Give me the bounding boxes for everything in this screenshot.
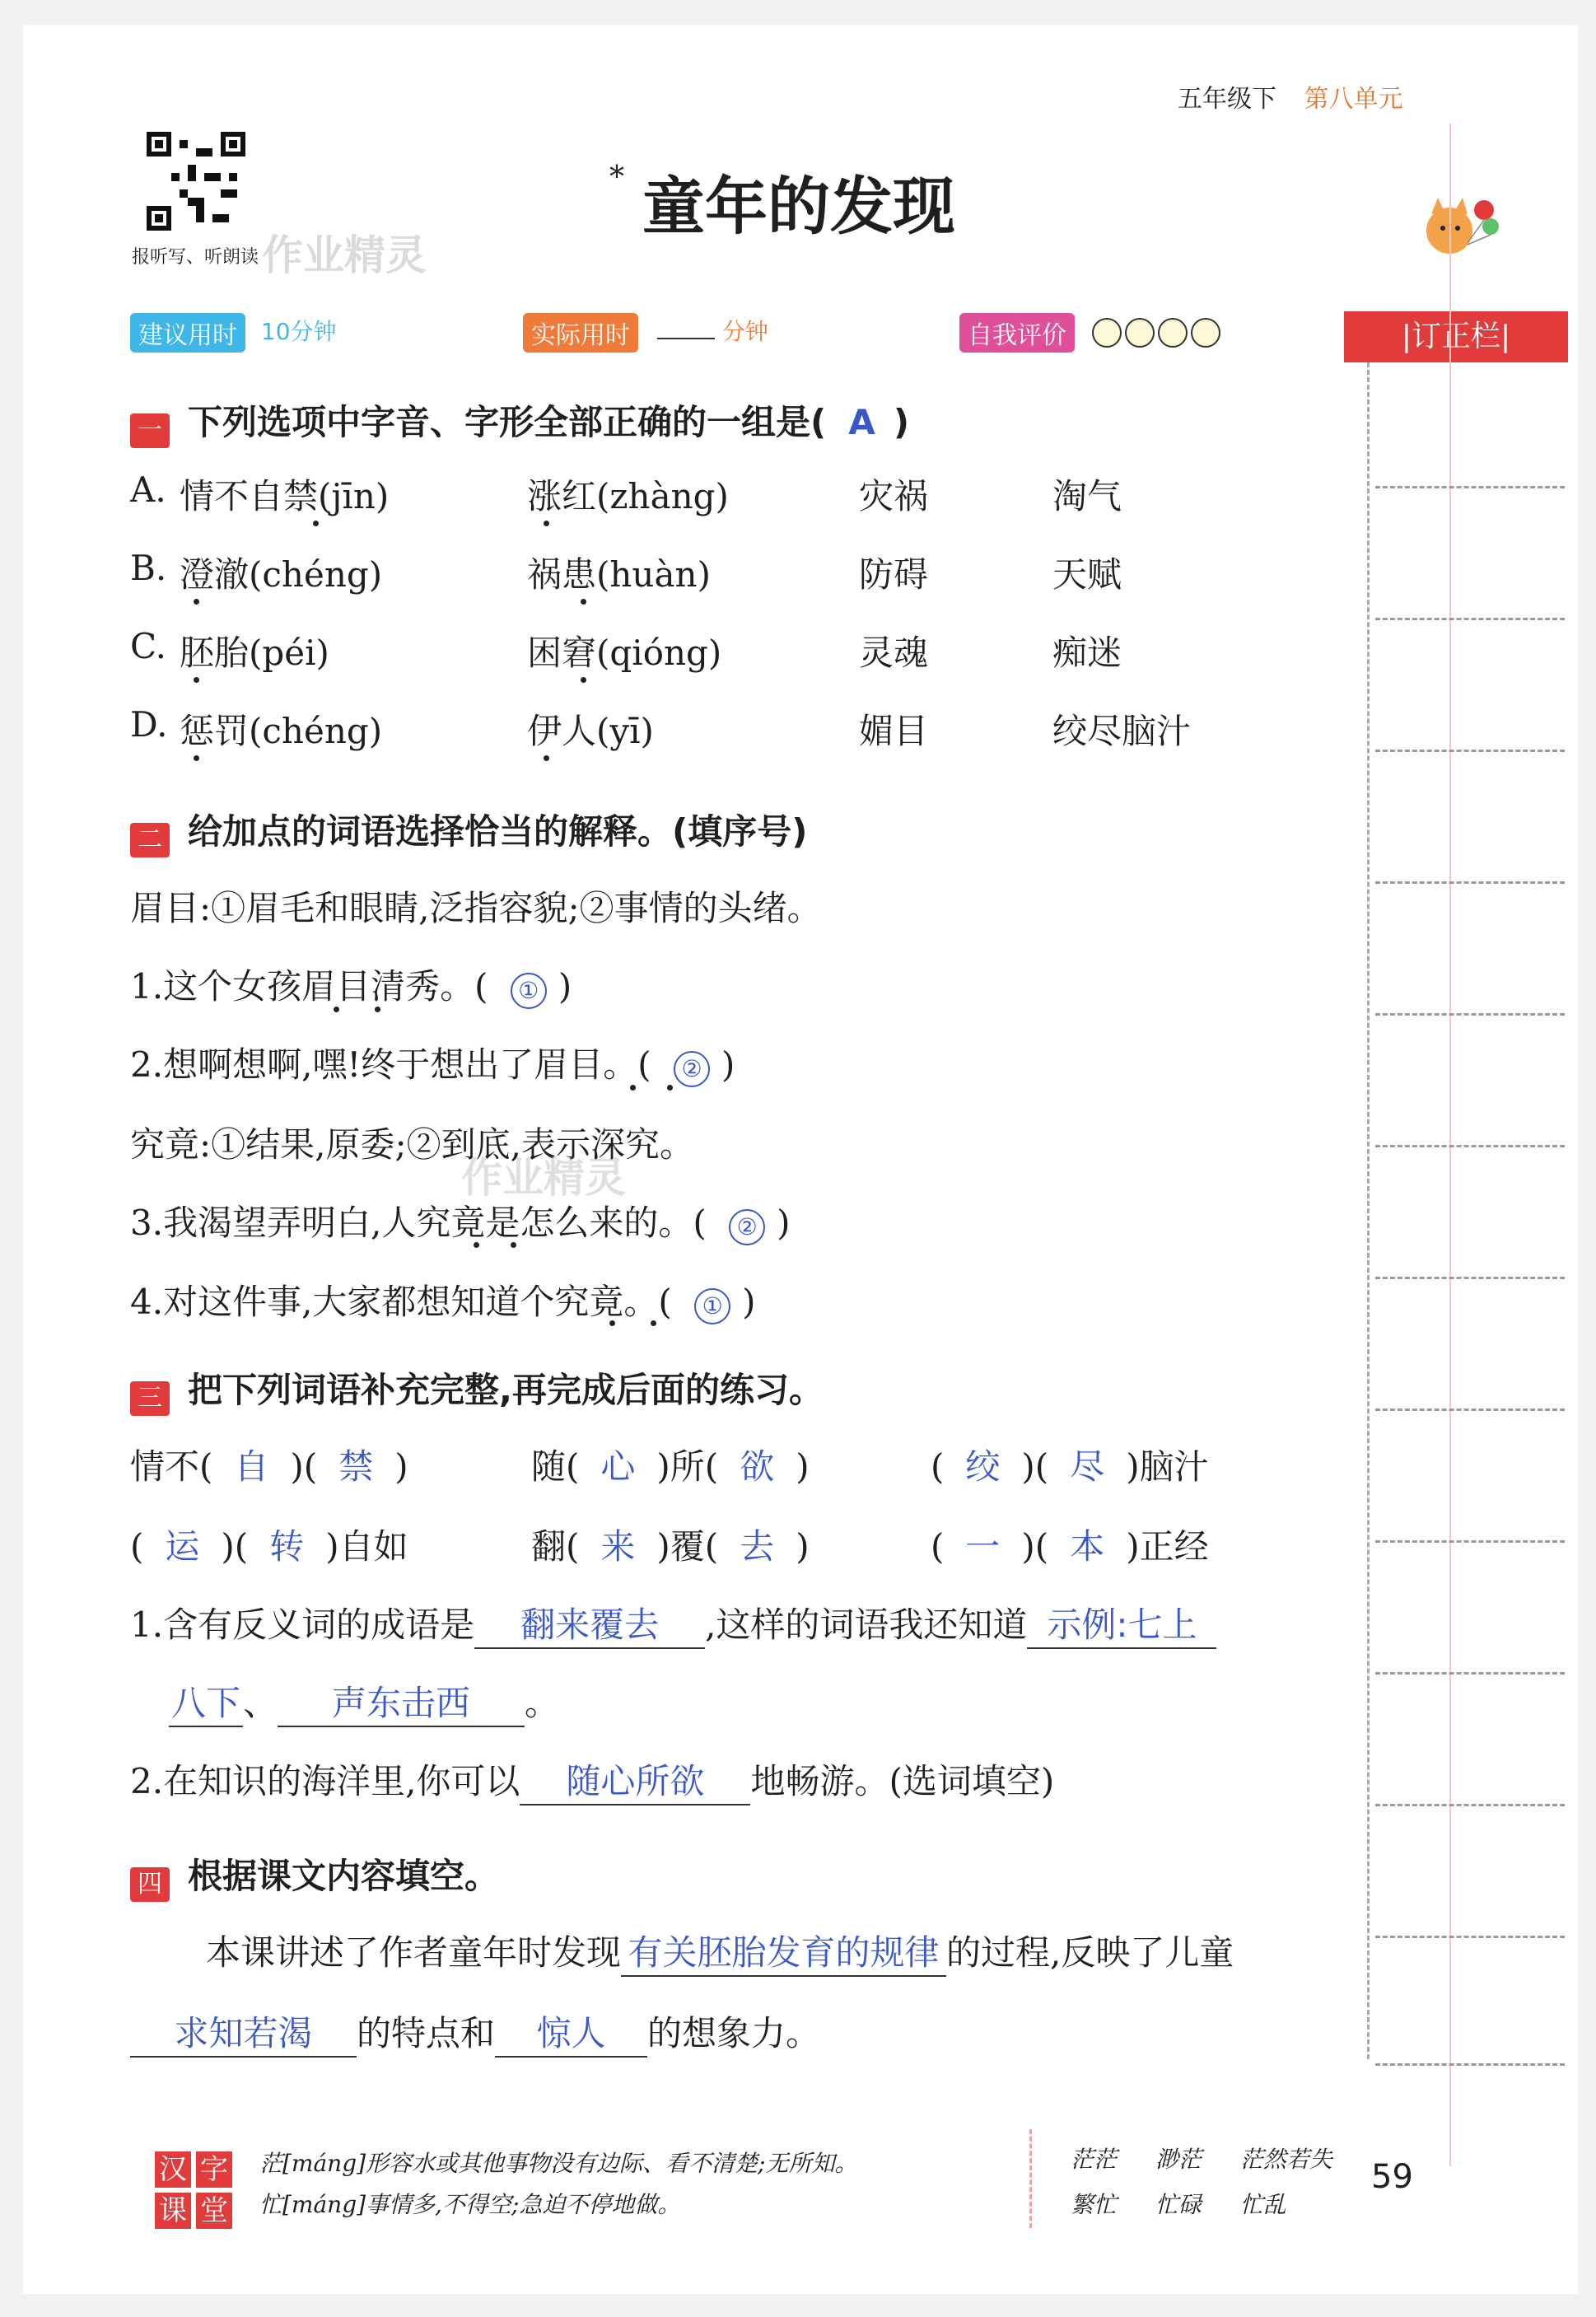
- correction-line[interactable]: [1375, 2063, 1565, 2066]
- q3-exercise-1-cont: [169, 1676, 559, 1727]
- idiom-answer[interactable]: 自: [234, 1446, 269, 1487]
- q1-close: ): [893, 402, 910, 442]
- q1-text: 下列选项中字音、字形全部正确的一组是(: [188, 402, 827, 442]
- idiom-answer[interactable]: 一: [965, 1526, 1001, 1567]
- q4-number: 四: [130, 1867, 170, 1902]
- idiom-text: 情不(: [130, 1446, 213, 1487]
- paragraph-text: 的特点和: [357, 2013, 496, 2053]
- self-eval: [959, 313, 1224, 353]
- happy-face-icon[interactable]: [1125, 318, 1155, 348]
- correction-line[interactable]: [1375, 1672, 1565, 1675]
- idiom-1: [130, 1440, 408, 1489]
- option-item: 情不自禁(jīn): [180, 476, 390, 516]
- word: 繁忙: [1071, 2191, 1118, 2218]
- q2-text: 给加点的词语选择恰当的解释。(填序号): [188, 811, 808, 852]
- emphasis-dot: [544, 521, 549, 526]
- word: 渺茫: [1155, 2146, 1202, 2173]
- q3-text: 把下列词语补充完整,再完成后面的练习。: [188, 1370, 824, 1410]
- answer-blank[interactable]: 八下: [169, 1676, 243, 1727]
- idiom-4: [130, 1520, 408, 1569]
- exercise-text: ,这样的词语我还知道: [705, 1605, 1028, 1645]
- exercise-text: 、: [243, 1683, 278, 1723]
- word: 茫茫: [1071, 2146, 1118, 2173]
- cat-illustration: [1416, 194, 1499, 259]
- q3-exercise-1: [130, 1598, 1216, 1649]
- idiom-text: (: [931, 1446, 945, 1487]
- q1-option-a: [130, 469, 1122, 516]
- idiom-text: 翻(: [531, 1526, 580, 1567]
- question-4: [130, 1849, 499, 1902]
- idiom-text: ): [796, 1446, 810, 1487]
- actual-time-blank[interactable]: [657, 338, 715, 339]
- paren-close: ): [558, 966, 572, 1007]
- q3-exercise-2: [130, 1754, 1054, 1805]
- correction-label: 订正栏: [1411, 320, 1500, 353]
- option-item: 淘气: [1052, 476, 1122, 516]
- paragraph-text: 的想象力。: [647, 2013, 821, 2053]
- watermark-2: 作业精灵: [461, 1153, 626, 1202]
- option-item: 胚胎(péi): [180, 633, 329, 673]
- option-item: 媚目: [859, 711, 929, 751]
- answer-circle[interactable]: ①: [511, 973, 547, 1009]
- emphasis-dot: [581, 599, 586, 605]
- q2-sentence-4: [130, 1275, 756, 1324]
- badge-char: 字: [196, 2151, 232, 2188]
- self-eval-tag: 自我评价: [959, 313, 1075, 353]
- question-2: [130, 805, 807, 857]
- word: 茫然若失: [1239, 2146, 1332, 2173]
- answer-blank[interactable]: 求知若渴: [130, 2006, 357, 2058]
- q2-number: 二: [130, 823, 170, 857]
- watermark: 作业精灵: [262, 231, 427, 279]
- answer-circle[interactable]: ②: [674, 1051, 710, 1087]
- footer-words-1: [1071, 2142, 1332, 2175]
- question-3: [130, 1363, 824, 1416]
- idiom-text: )(: [221, 1526, 249, 1567]
- q1-answer[interactable]: A: [848, 402, 875, 442]
- option-item: 惩罚(chéng): [180, 711, 383, 751]
- suggest-time-value: 10分钟: [260, 318, 337, 345]
- answer-blank[interactable]: 示例:七上: [1027, 1598, 1216, 1649]
- correction-line[interactable]: [1375, 618, 1565, 620]
- q2-sentence-2: [130, 1038, 735, 1087]
- option-item: 伊人(yī): [527, 711, 654, 751]
- answer-circle[interactable]: ①: [694, 1288, 730, 1324]
- correction-line[interactable]: [1375, 1013, 1565, 1016]
- idiom-text: (: [931, 1526, 945, 1567]
- correction-line[interactable]: [1375, 486, 1565, 488]
- idiom-answer[interactable]: 去: [740, 1526, 775, 1567]
- option-item: 困窘(qióng): [527, 633, 722, 673]
- correction-line[interactable]: [1375, 1540, 1565, 1543]
- option-item: 天赋: [1052, 554, 1122, 595]
- word: 忙碌: [1155, 2191, 1202, 2218]
- q1-option-b: [130, 548, 1122, 595]
- exercise-text: 。: [525, 1683, 560, 1723]
- q2-definition-2: 究竟:①结果,原委;②到底,表示深究。: [130, 1124, 695, 1165]
- qr-code[interactable]: [147, 132, 245, 231]
- idiom-5: [531, 1520, 810, 1569]
- paren-close: ): [777, 1203, 791, 1243]
- paragraph-text: 的过程,反映了儿童: [946, 1932, 1234, 1973]
- actual-time: [523, 313, 768, 353]
- badge-char: 课: [155, 2193, 191, 2229]
- footer-line-2: 忙[máng]事情多,不得空;急迫不停地做。: [259, 2191, 681, 2218]
- idiom-answer[interactable]: 转: [269, 1526, 305, 1567]
- footer-divider: [132, 2117, 1408, 2118]
- option-item: 涨红(zhàng): [527, 476, 729, 516]
- q2-sentence-3: [130, 1196, 791, 1245]
- smile-face-icon[interactable]: [1092, 318, 1122, 348]
- idiom-answer[interactable]: 绞: [965, 1446, 1001, 1487]
- option-item: 绞尽脑汁: [1052, 711, 1192, 751]
- emphasis-dot: [581, 677, 586, 683]
- paren-close: ): [742, 1282, 756, 1322]
- idiom-text: )自如: [325, 1526, 408, 1567]
- badge-char: 汉: [155, 2151, 191, 2188]
- footer-separator: [1029, 2129, 1032, 2228]
- paragraph-text: 本课讲述了作者童年时发现: [206, 1932, 622, 1973]
- idiom-text: ): [796, 1526, 810, 1567]
- idiom-text: )(: [1021, 1446, 1049, 1487]
- idiom-text: 随(: [531, 1446, 580, 1487]
- footer-line-1: 茫[máng]形容水或其他事物没有边际、看不清楚;无所知。: [259, 2150, 858, 2177]
- actual-time-unit: 分钟: [721, 318, 768, 345]
- idiom-text: (: [130, 1526, 144, 1567]
- qr-code-icon: [147, 132, 245, 231]
- idiom-text: )(: [290, 1446, 318, 1487]
- answer-blank[interactable]: 翻来覆去: [474, 1598, 705, 1649]
- rating-faces[interactable]: [1092, 318, 1224, 345]
- q1-option-d: [130, 704, 1192, 751]
- option-item: 灵魂: [859, 633, 929, 673]
- page-number: 59: [1371, 2158, 1413, 2196]
- q1-option-c: [130, 626, 1122, 673]
- q1-number: 一: [130, 413, 170, 448]
- sentence-text: 1.这个女孩眉目清秀。(: [130, 966, 488, 1007]
- idiom-answer[interactable]: 尽: [1070, 1446, 1105, 1487]
- sad-face-icon[interactable]: [1191, 318, 1220, 348]
- option-label: B.: [130, 548, 167, 588]
- idiom-text: ): [394, 1446, 408, 1487]
- unit-label: 第八单元: [1304, 85, 1403, 114]
- sentence-text: 2.想啊想啊,嘿!终于想出了眉目。(: [130, 1044, 651, 1085]
- emphasis-dot: [194, 677, 199, 683]
- correction-line[interactable]: [1375, 750, 1565, 752]
- option-item: 祸患(huàn): [527, 554, 711, 595]
- footer-words-2: [1071, 2187, 1286, 2220]
- emphasis-dot: [194, 599, 199, 605]
- timing-row: [130, 313, 337, 353]
- correction-line[interactable]: [1375, 1145, 1565, 1147]
- suggest-time-tag: 建议用时: [130, 313, 245, 353]
- exercise-text: 地畅游。(选词填空): [750, 1761, 1055, 1801]
- answer-circle[interactable]: ②: [729, 1209, 765, 1245]
- exercise-text: 1.含有反义词的成语是: [130, 1605, 475, 1645]
- neutral-face-icon[interactable]: [1158, 318, 1188, 348]
- idiom-answer[interactable]: 心: [600, 1446, 636, 1487]
- idiom-text: )(: [1021, 1526, 1049, 1567]
- idiom-2: [531, 1440, 810, 1489]
- idiom-text: )覆(: [656, 1526, 719, 1567]
- option-label: C.: [130, 626, 166, 666]
- correction-line[interactable]: [1375, 1804, 1565, 1806]
- correction-line[interactable]: [1375, 1277, 1565, 1279]
- correction-border: [1367, 362, 1372, 2059]
- actual-time-tag: 实际用时: [523, 313, 638, 353]
- grade-label: 五年级下: [1178, 85, 1276, 114]
- option-item: 痴迷: [1052, 633, 1122, 673]
- idiom-answer[interactable]: 运: [165, 1526, 200, 1567]
- q2-definition-1: 眉目:①眉毛和眼睛,泛指容貌;②事情的头绪。: [130, 888, 822, 928]
- exercise-text: 2.在知识的海洋里,你可以: [130, 1761, 520, 1801]
- idiom-answer[interactable]: 禁: [338, 1446, 374, 1487]
- answer-blank[interactable]: 声东击西: [278, 1676, 525, 1727]
- idiom-answer[interactable]: 来: [600, 1526, 636, 1567]
- q3-number: 三: [130, 1381, 170, 1416]
- option-item: 澄澈(chéng): [180, 554, 383, 595]
- emphasis-dot: [194, 755, 199, 761]
- idiom-text: )脑汁: [1126, 1446, 1209, 1487]
- sentence-text: 4.对这件事,大家都想知道个究竟。(: [130, 1282, 672, 1322]
- option-item: 防碍: [859, 554, 929, 595]
- idiom-text: )所(: [656, 1446, 719, 1487]
- correction-line[interactable]: [1375, 881, 1565, 884]
- qr-caption: 报听写、听朗读: [132, 247, 259, 268]
- word: 忙乱: [1239, 2191, 1286, 2218]
- sentence-text: 3.我渴望弄明白,人究竟是怎么来的。(: [130, 1203, 707, 1243]
- answer-blank[interactable]: 有关胚胎发育的规律: [621, 1926, 946, 1977]
- emphasis-dot: [544, 755, 549, 761]
- idiom-text: )正经: [1126, 1526, 1209, 1567]
- option-label: D.: [130, 704, 168, 745]
- title-mark: *: [609, 161, 624, 194]
- question-1: [130, 395, 909, 448]
- badge-char: 堂: [196, 2193, 232, 2229]
- correction-line[interactable]: [1375, 1936, 1565, 1938]
- paren-close: ): [721, 1044, 735, 1085]
- answer-blank[interactable]: 惊人: [495, 2006, 647, 2058]
- correction-column-header: |订正栏|: [1344, 311, 1568, 362]
- idiom-answer[interactable]: 欲: [740, 1446, 775, 1487]
- q4-text: 根据课文内容填空。: [188, 1856, 500, 1896]
- answer-blank[interactable]: 随心所欲: [520, 1754, 750, 1805]
- q4-paragraph-line-1: [206, 1926, 1234, 1977]
- emphasis-dot: [313, 521, 319, 526]
- q4-paragraph-line-2: [130, 2006, 820, 2058]
- idiom-6: [931, 1520, 1209, 1569]
- idiom-answer[interactable]: 本: [1070, 1526, 1105, 1567]
- q2-sentence-1: [130, 960, 572, 1009]
- page-title: 童年的发现: [642, 170, 955, 243]
- idiom-3: [931, 1440, 1209, 1489]
- option-label: A.: [130, 469, 166, 510]
- header: [1178, 78, 1403, 114]
- correction-line[interactable]: [1375, 1408, 1565, 1411]
- hanzi-class-badge: [155, 2151, 237, 2229]
- option-item: 灾祸: [859, 476, 929, 516]
